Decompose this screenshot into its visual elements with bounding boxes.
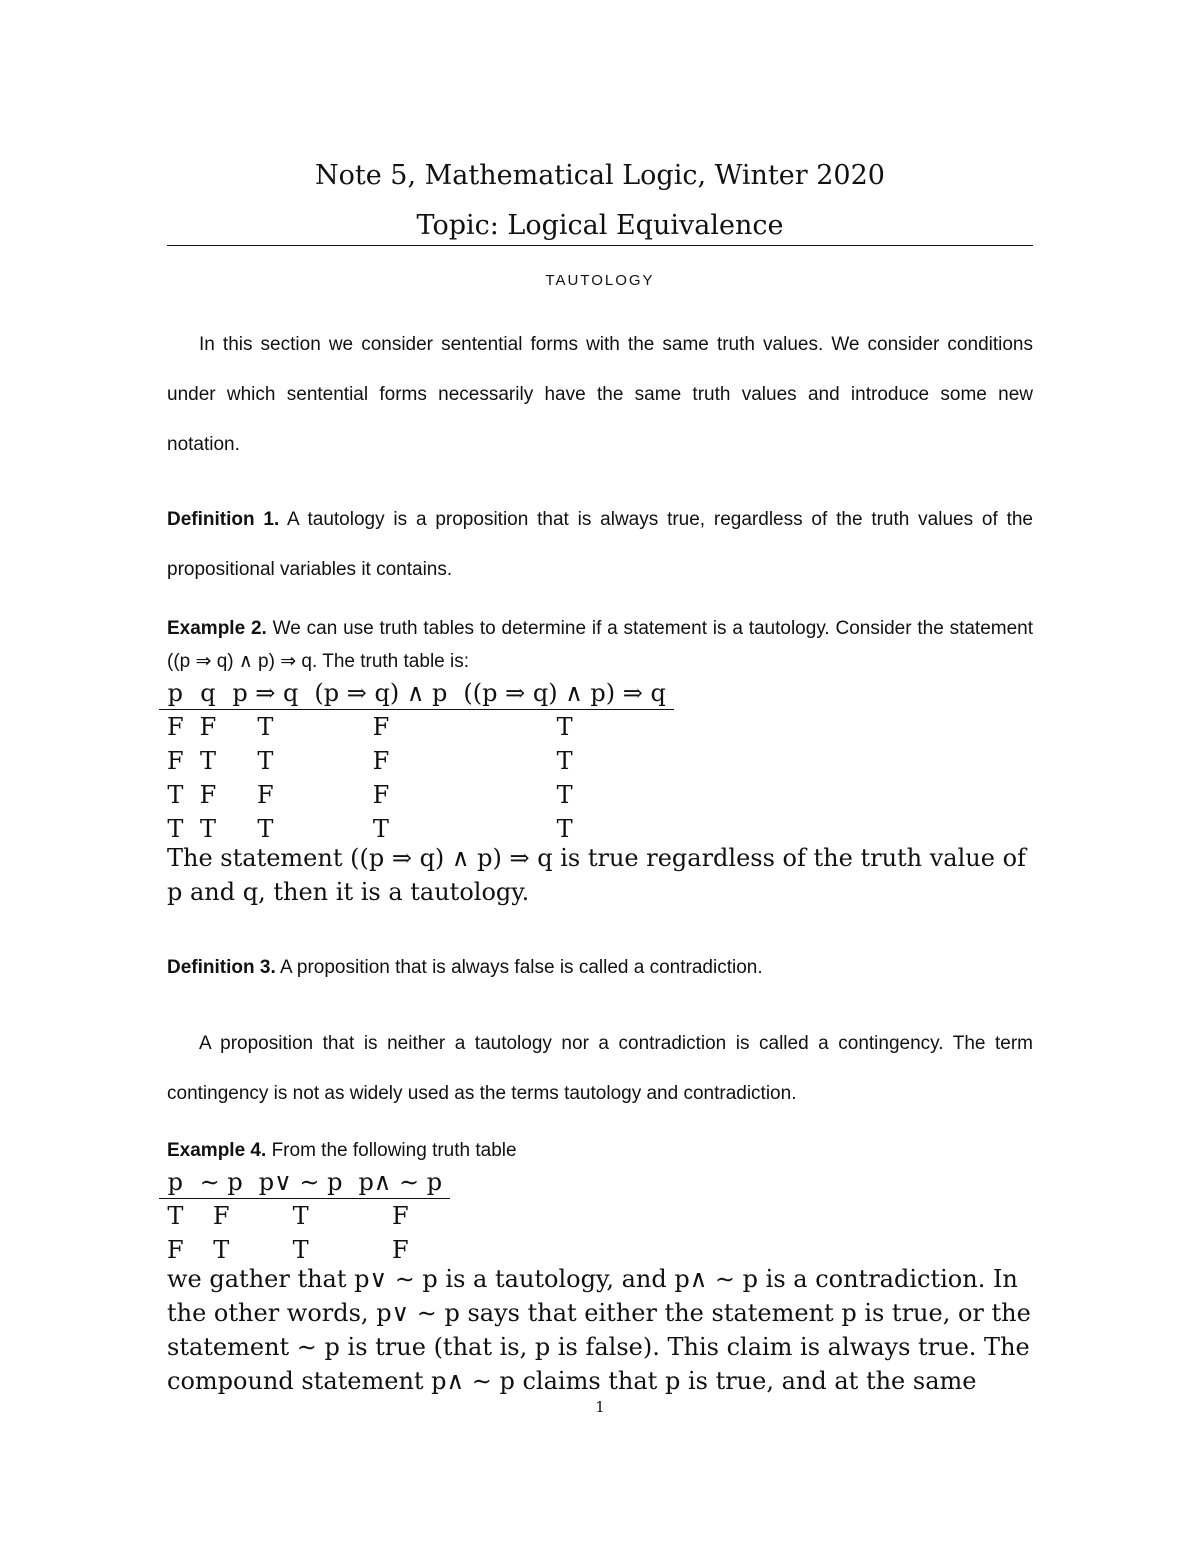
table-cell: F — [199, 781, 217, 809]
contingency-paragraph: A proposition that is neither a tautology nor a contradiction is called a contingency. The term contingency is not as widely used as the terms tautology and contradiction. — [167, 1033, 1033, 1104]
table-cell: T — [372, 815, 389, 843]
page-number: 1 — [595, 1398, 605, 1416]
table-header-cell: (p ⇒ q) ∧ p — [306, 677, 455, 710]
table-cell: F — [372, 747, 390, 775]
example-2-text: We can use truth tables to determine if a statement is a tautology. Consider the statement ((p ⇒ q) ∧ p) ⇒ q. The truth table is: — [167, 618, 1034, 672]
example-4-text: From the following truth table — [271, 1140, 517, 1161]
table-cell: F — [199, 713, 217, 741]
table-header-cell: ∼ p — [192, 1166, 251, 1199]
table-cell: T — [213, 1236, 230, 1264]
table-cell: F — [167, 713, 184, 741]
table-cell: T — [167, 815, 184, 843]
table-row — [159, 778, 674, 812]
table-cell: T — [167, 781, 184, 809]
table-row — [159, 744, 674, 778]
document-topic: Topic: Logical Equivalence — [416, 210, 784, 241]
table-row — [159, 1199, 450, 1234]
table-cell: T — [556, 713, 573, 741]
example-4-label: Example 4. — [167, 1140, 267, 1161]
table-cell: T — [167, 1202, 184, 1230]
table-cell: T — [292, 1236, 309, 1264]
table-header-cell: p — [159, 677, 192, 710]
truth-table-2 — [159, 1166, 450, 1267]
example-4 — [167, 1134, 1033, 1167]
example-4-conclusion: we gather that p∨ ∼ p is a tautology, and p∧ ∼ p is a contradiction. In the other words, p∨ ∼ p says that either the statement p is true, or the statement ∼ p is true (that is, p is false). This claim is always true. The compound statement p∧ ∼ p claims that p is true, and at the same — [167, 1265, 1031, 1395]
example-2-label: Example 2. — [167, 618, 267, 639]
truth-table-1 — [159, 677, 674, 846]
table-cell: F — [372, 781, 390, 809]
table-cell: T — [257, 713, 274, 741]
table-cell: T — [292, 1202, 309, 1230]
table-cell: F — [391, 1202, 409, 1230]
table-cell: T — [556, 815, 573, 843]
table-header-cell: q — [192, 677, 225, 710]
table-header-cell: ((p ⇒ q) ∧ p) ⇒ q — [455, 677, 673, 710]
definition-1 — [167, 495, 1033, 595]
table-header-cell: p ⇒ q — [224, 677, 306, 710]
definition-3 — [167, 943, 1033, 993]
table-cell: F — [391, 1236, 409, 1264]
intro-paragraph: In this section we consider sentential forms with the same truth values. We consider conditions under which sentential forms necessarily have the same truth values and introduce some new notation. — [167, 334, 1033, 455]
table-cell: F — [212, 1202, 230, 1230]
definition-1-text: A tautology is a proposition that is always true, regardless of the truth values of the propositional variables it contains. — [167, 509, 1033, 580]
table-cell: F — [372, 713, 390, 741]
table-header-cell: p∨ ∼ p — [251, 1166, 351, 1199]
example-2-conclusion: The statement ((p ⇒ q) ∧ p) ⇒ q is true regardless of the truth value of p and q, then it is a tautology. — [167, 844, 1026, 906]
table-cell: T — [257, 747, 274, 775]
definition-3-text: A proposition that is always false is called a contradiction. — [279, 957, 763, 978]
table-cell: T — [199, 815, 216, 843]
truth-table-1-header — [159, 677, 674, 710]
title-rule — [167, 245, 1033, 246]
table-cell: T — [556, 747, 573, 775]
table-header-cell: p∧ ∼ p — [350, 1166, 450, 1199]
section-heading: TAUTOLOGY — [545, 272, 655, 289]
table-cell: T — [556, 781, 573, 809]
table-cell: F — [257, 781, 274, 809]
table-cell: T — [257, 815, 274, 843]
definition-1-label: Definition 1. — [167, 509, 280, 530]
table-row — [159, 710, 674, 745]
truth-table-2-header — [159, 1166, 450, 1199]
table-header-cell: p — [159, 1166, 192, 1199]
document-title: Note 5, Mathematical Logic, Winter 2020 — [315, 160, 885, 191]
table-cell: F — [167, 747, 184, 775]
definition-3-label: Definition 3. — [167, 957, 276, 978]
table-cell: F — [167, 1236, 184, 1264]
table-cell: T — [199, 747, 216, 775]
example-2 — [167, 612, 1033, 678]
